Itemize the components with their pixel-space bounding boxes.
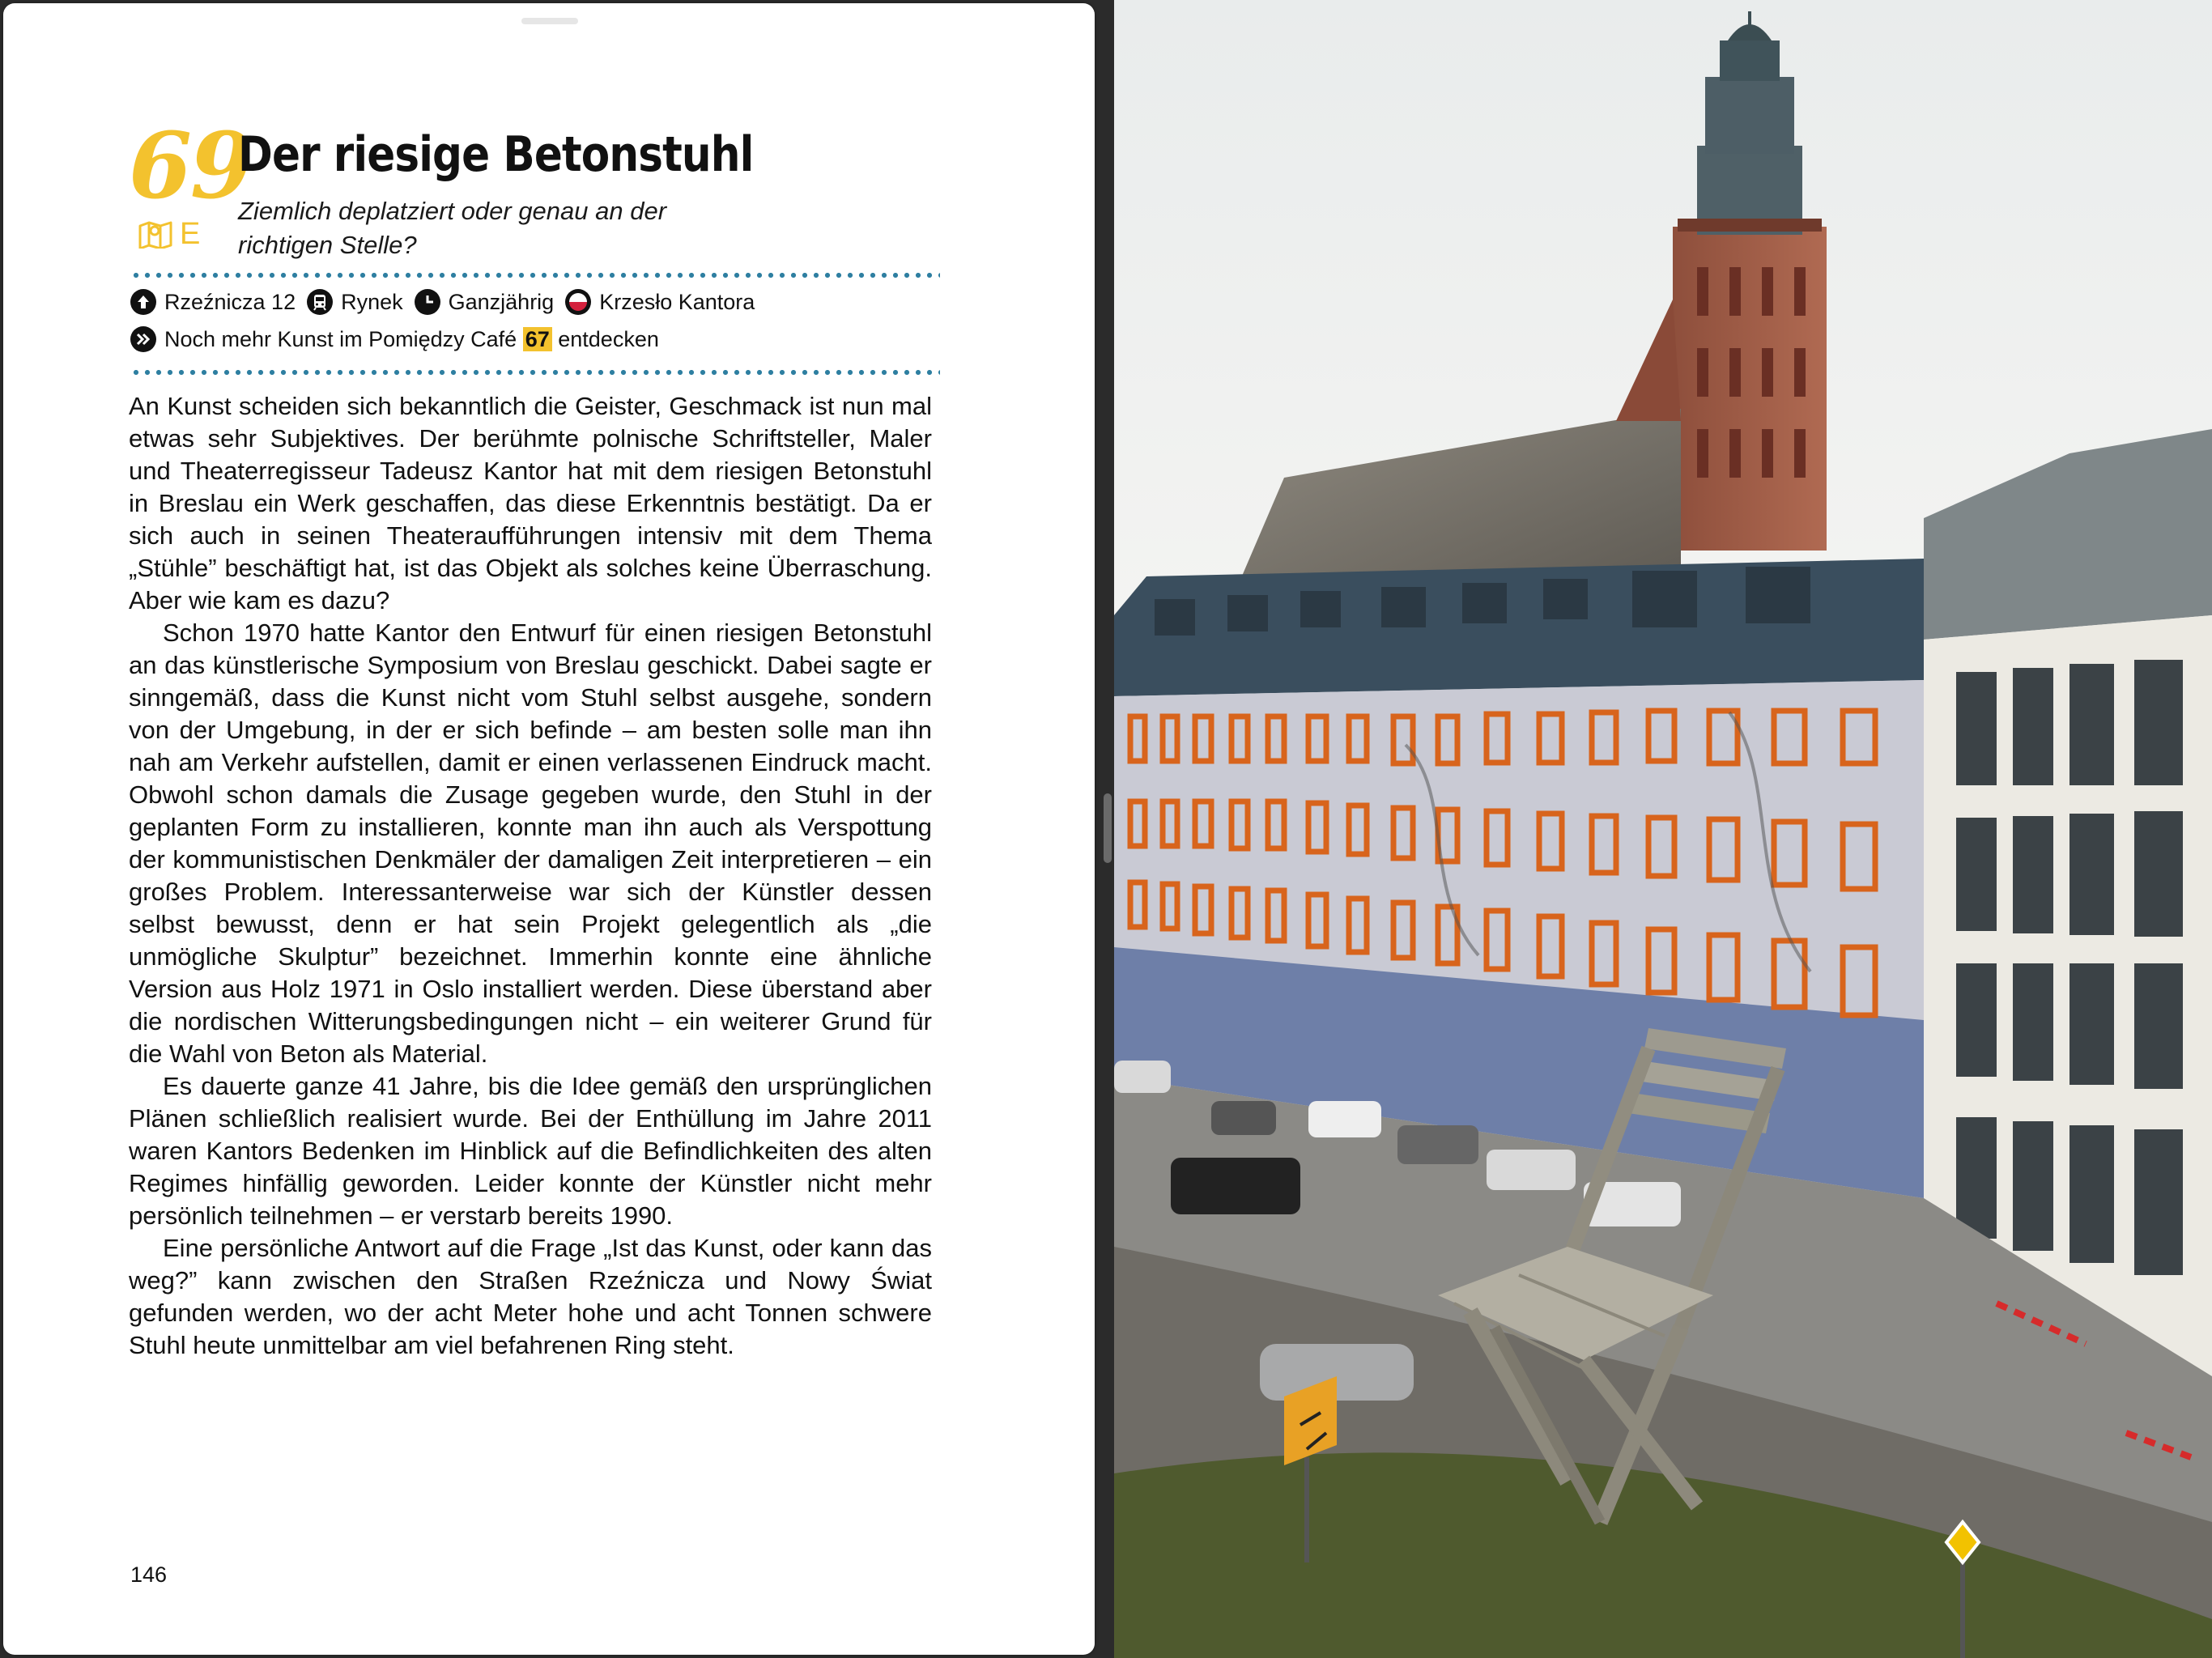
paragraph: Es dauerte ganze 41 Jahre, bis die Idee gemäß den ursprünglichen Plänen schließlich realisiert wurde. Bei der Enthüllung im Jahre 2011 waren Kantors Bedenken im Hinblick auf die Befindlichkeiten des alten Regimes hinfällig geworden. Leider konnte der Künstler nicht mehr persönlich teilnehmen – er verstarb bereits 1990.	[129, 1072, 932, 1230]
address-text: Rzeźnicza 12	[164, 289, 296, 314]
paragraph: An Kunst scheiden sich bekanntlich die Geister, Geschmack ist nun mal etwas sehr Subjektives. Der berühmte polnische Schriftsteller, Maler und Theaterregisseur Tadeusz Kantor hat mit dem riesigen Betonstuhl in Breslau ein Werk geschaffen, das diese Erkenntnis bestätigt. Da er sich auch in seinen Theateraufführungen intensiv mit dem Thema „Stühle” beschäftigt hat, ist das Objekt als solches keine Überraschung. Aber wie kam es dazu?	[129, 392, 932, 614]
map-icon	[138, 219, 173, 249]
dotted-divider-bottom	[130, 370, 940, 375]
page-title: Der riesige Betonstuhl	[238, 126, 754, 183]
chapter-number: 69	[129, 113, 252, 219]
info-row-tip	[130, 326, 659, 352]
tip-prefix: Noch mehr Kunst im Pomiędzy Café	[164, 326, 517, 351]
zone-letter: E	[180, 217, 201, 251]
hours-text: Ganzjährig	[448, 289, 555, 314]
body-text	[129, 390, 932, 1362]
location-icon	[130, 289, 156, 315]
photo-page	[1114, 0, 2212, 1658]
dotted-divider-top	[130, 273, 940, 278]
chapter-meta	[138, 219, 200, 249]
tram-icon	[307, 289, 333, 315]
top-drag-handle[interactable]	[521, 18, 578, 24]
double-chevron-icon	[130, 326, 156, 352]
polish-flag-icon	[565, 289, 591, 315]
tip-text	[164, 327, 659, 352]
tip-reference[interactable]: 67	[523, 327, 552, 351]
info-row-location	[130, 289, 758, 315]
paragraph: Schon 1970 hatte Kantor den Entwurf für einen riesigen Betonstuhl an das künstlerische Symposium von Breslau geschickt. Dabei sagte er sinngemäß, dass die Kunst nicht vom Stuhl selbst ausgehe, sondern von der Umgebung, in der er sich befinde – am besten solle man ihn nah am Verkehr aufstellen, damit er einen verlassenen Eindruck macht. Obwohl schon damals die Zusage gegeben wurde, den Stuhl in der geplanten Form zu installieren, konnte man ihn auch als Verspottung der kommunistischen Denkmäler der damaligen Zeit interpretieren – ein großes Problem. Interessanterweise war sich der Künstler dessen selbst bewusst, denn er hat sein Projekt gelegentlich als „die unmögliche Skulptur” bezeichnet. Immerhin konnte eine ähnliche Version aus Holz 1971 in Oslo installiert werden. Diese überstand aber die nordischen Witterungsbedingungen nicht – ein weiterer Grund für die Wahl von Beton als Material.	[129, 619, 932, 1068]
paragraph: Eine persönliche Antwort auf die Frage „Ist das Kunst, oder kann das weg?” kann zwischen den Straßen Rzeźnicza und Nowy Świat gefunden werden, wo der acht Meter hohe und acht Tonnen schwere Stuhl heute unmittelbar am viel befahrenen Ring steht.	[129, 1234, 932, 1359]
polish-name-text: Krzesło Kantora	[599, 289, 755, 314]
tram-stop-text: Rynek	[341, 289, 403, 314]
page-number: 146	[130, 1562, 168, 1587]
page-subtitle: Ziemlich deplatziert oder genau an der richtigen Stelle?	[238, 197, 667, 259]
clock-icon	[415, 289, 440, 315]
split-view-divider-handle[interactable]	[1104, 793, 1112, 863]
left-page	[3, 3, 1095, 1655]
chair-photo	[1114, 0, 2212, 1658]
tip-suffix: entdecken	[558, 326, 659, 351]
